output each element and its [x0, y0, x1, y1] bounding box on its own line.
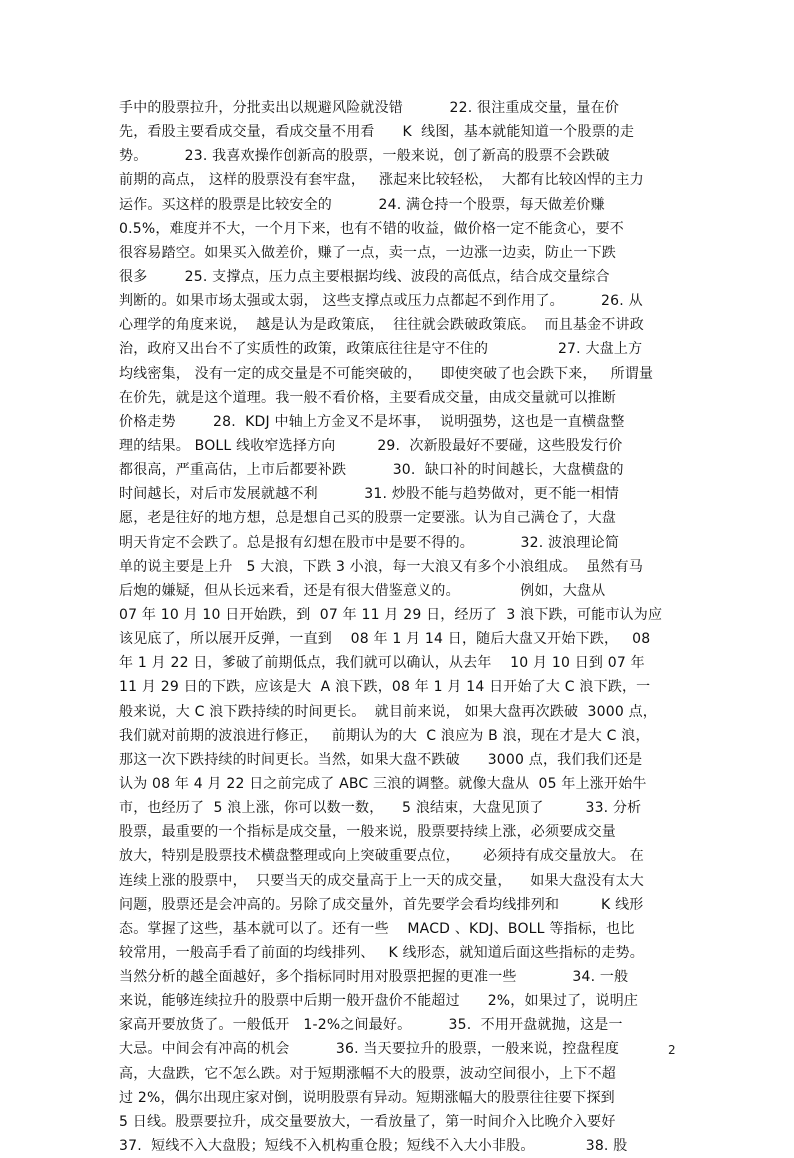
text-line: 后炮的嫌疑，但从长远来看，还是有很大借鉴意义的。 例如，大盘从 [119, 582, 606, 599]
text-line: 很多 25. 支撑点，压力点主要根据均线、波段的高低点，结合成交量综合 [119, 268, 610, 285]
text-line: 高，大盘跌，它不怎么跌。对于短期涨幅不大的股票，波动空间很小，上下不超 [119, 1065, 616, 1082]
text-line: 来说，能够连续拉升的股票中后期一般开盘价不能超过 2%，如果过了，说明庄 [119, 993, 639, 1010]
text-line: 在价先，就是这个道理。我一般不看价格，主要看成交量，由成交量就可以推断 [119, 389, 616, 406]
text-line: 股票，最重要的一个指标是成交量，一般来说，股票要持续上涨，必须要成交量 [119, 824, 616, 841]
text-line: 势。 23. 我喜欢操作创新高的股票，一般来说，创了新高的股票不会跌破 [119, 148, 610, 165]
text-line: 该见底了，所以展开反弹，一直到 08 年 1 月 14 日，随后大盘又开始下跌， 08 [119, 631, 651, 648]
text-line: 大忌。中间会有冲高的机会 36. 当天要拉升的股票，一般来说，控盘程度 [119, 1041, 620, 1058]
text-line: 0.5%，难度并不大，一个月下来，也有不错的收益，做价格一定不能贪心，要不 [119, 220, 624, 237]
page-number: 2 [668, 1043, 676, 1057]
text-line: 心理学的角度来说， 越是认为是政策底， 往往就会跌破政策底。 而且基金不讲政 [119, 317, 644, 334]
text-line: 很容易踏空。如果买入做差价，赚了一点，卖一点，一边涨一边卖，防止一下跌 [119, 244, 616, 261]
text-line: 手中的股票拉升，分批卖出以规避风险就没错 22. 很注重成交量，量在价 [119, 100, 620, 116]
body-text [119, 96, 679, 1158]
text-line: 时间越长，对后市发展就越不利 31. 炒股不能与趋势做对，更不能一相情 [119, 486, 620, 503]
text-line: 连续上涨的股票中， 只要当天的成交量高于上一天的成交量， 如果大盘没有太大 [119, 872, 644, 889]
text-line: 价格走势 28. KDJ 中轴上方金叉不是坏事， 说明强势，这也是一直横盘整 [119, 413, 625, 430]
text-line: 放大，特别是股票技术横盘整理或向上突破重要点位， 必须持有成交量放大。 在 [119, 848, 644, 865]
text-line: 11 月 29 日的下跌，应该是大 A 浪下跌，08 年 1 月 14 日开始了大 C 浪下跌，一 [119, 679, 651, 696]
text-line: 37. 短线不入大盘股；短线不入机构重仓股；短线不入大小非股。 38. 股 [119, 1138, 628, 1155]
text-line: 治，政府又出台不了实质性的政策，政策底往往是守不住的 27. 大盘上方 [119, 341, 643, 358]
text-line: 过 2%，偶尔出现庄家对倒，说明股票有异动。短期涨幅大的股票往往要下探到 [119, 1089, 615, 1106]
text-line: 07 年 10 月 10 日开始跌，到 07 年 11 月 29 日，经历了 3 浪下跌，可能市认为应 [119, 606, 663, 623]
text-line: 市，也经历了 5 浪上涨，你可以数一数， 5 浪结束，大盘见顶了 33. 分析 [119, 800, 642, 817]
text-line: 5 日线。股票要拉升，成交量要放大，一看放量了，第一时间介入比晚介入要好 [119, 1113, 616, 1130]
text-line: 认为 08 年 4 月 22 日之前完成了 ABC 三浪的调整。就像大盘从 05 年上涨开始牛 [119, 775, 647, 792]
text-line: 较常用，一般高手看了前面的均线排列、 K 线形态，就知道后面这些指标的走势。 [119, 944, 644, 961]
text-line: 年 1 月 22 日，爹破了前期低点，我们就可以确认，从去年 10 月 10 日到 07 年 [119, 655, 645, 672]
text-line: 我们就对前期的波浪进行修正， 前期认为的大 C 浪应为 B 浪，现在才是大 C 浪， [119, 727, 650, 744]
text-line: 均线密集， 没有一定的成交量是不可能突破的， 即使突破了也会跌下来， 所谓量 [119, 365, 654, 382]
text-line: 问题，股票还是会冲高的。另除了成交量外，首先要学会看均线排列和 K 线形 [119, 896, 644, 913]
text-line: 家高开要放货了。一般低开 1-2%之间最好。 35. 不用开盘就抛，这是一 [119, 1017, 623, 1034]
text-line: 明天肯定不会跌了。总是报有幻想在股市中是要不得的。 32. 波浪理论简 [119, 534, 620, 551]
text-line: 都很高，严重高估，上市后都要补跌 30. 缺口补的时间越长，大盘横盘的 [119, 462, 624, 479]
text-line: 运作。买这样的股票是比较安全的 24. 满仓持一个股票，每天做差价赚 [119, 196, 605, 213]
text-line: 当然分析的越全面越好，多个指标同时用对股票把握的更准一些 34. 一般 [119, 969, 629, 986]
text-line: 般来说，大 C 浪下跌持续的时间更长。 就目前来说， 如果大盘再次跌破 3000 点， [119, 703, 658, 720]
text-line: 那这一次下跌持续的时间更长。当然，如果大盘不跌破 3000 点，我们我们还是 [119, 751, 643, 768]
text-line: 判断的。如果市场太强或太弱， 这些支撑点或压力点都起不到作用了。 26. 从 [119, 293, 643, 310]
text-line: 单的说主要是上升 5 大浪，下跌 3 小浪，每一大浪又有多个小浪组成。 虽然有马 [119, 558, 644, 575]
text-line: 态。掌握了这些，基本就可以了。还有一些 MACD 、KDJ、BOLL 等指标，也比 [119, 920, 635, 937]
text-line: 前期的高点， 这样的股票没有套牢盘， 涨起来比较轻松， 大都有比较凶悍的主力 [119, 172, 644, 189]
text-line: 愿，老是往好的地方想，总是想自己买的股票一定要涨。认为自己满仓了，大盘 [119, 510, 616, 527]
text-line: 先，看股主要看成交量，看成交量不用看 K 线图，基本就能知道一个股票的走 [119, 124, 635, 141]
text-line: 理的结果。 BOLL 线收窄选择方向 29. 次新股最好不要碰，这些股发行价 [119, 437, 623, 454]
